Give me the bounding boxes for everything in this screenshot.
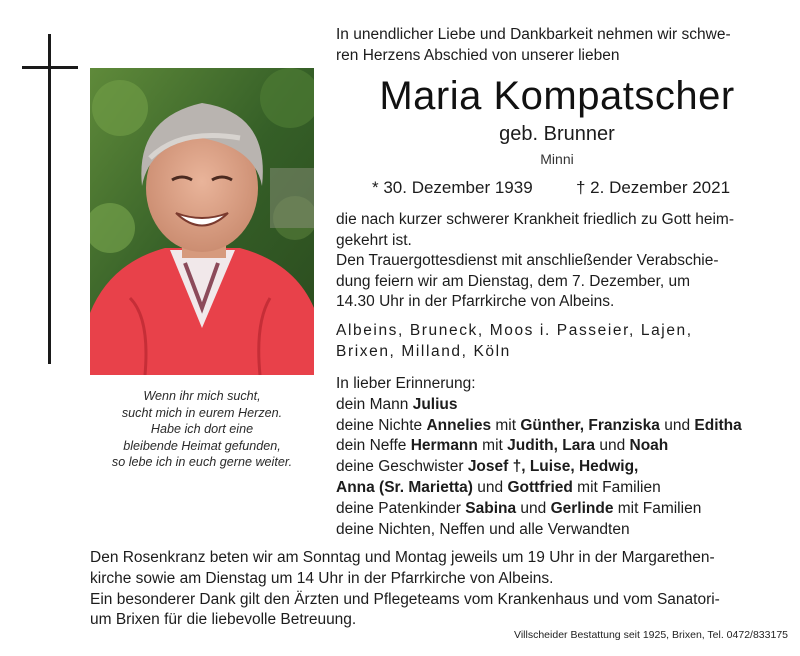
mourner-name: Anna (Sr. Marietta) bbox=[336, 478, 473, 496]
mourner-name: Noah bbox=[629, 437, 669, 455]
mourner-line bbox=[336, 499, 778, 520]
funeral-home-credit: Villscheider Bestattung seit 1925, Brixen, Tel. 0472/833175 bbox=[514, 629, 788, 641]
mourner-name: Gerlinde bbox=[550, 499, 614, 517]
connector-text: und bbox=[659, 416, 695, 434]
places-line: Albeins, Bruneck, Moos i. Passeier, Lajen, bbox=[336, 322, 693, 339]
maiden-name: geb. Brunner bbox=[499, 123, 615, 145]
rosary-and-thanks bbox=[90, 548, 780, 631]
mourners-list bbox=[336, 374, 778, 540]
announcement-line: Den Trauergottesdienst mit anschließender Verabschie- bbox=[336, 252, 719, 269]
connector-text: mit bbox=[477, 437, 508, 455]
cross-icon-vertical bbox=[48, 34, 51, 364]
poem-line: bleibende Heimat gefunden, bbox=[123, 438, 281, 453]
poem bbox=[90, 388, 314, 471]
poem-line: sucht mich in eurem Herzen. bbox=[121, 405, 283, 420]
relation-text: dein Neffe bbox=[336, 437, 411, 455]
mourner-line bbox=[336, 416, 778, 437]
mourner-name: Hermann bbox=[410, 437, 478, 455]
connector-text: und bbox=[516, 499, 551, 517]
mourner-name: Günther, Franziska bbox=[520, 416, 660, 434]
mourner-line bbox=[336, 436, 778, 457]
bottom-line: Ein besonderer Dank gilt den Ärzten und Pflegeteams vom Krankenhaus und vom Sanatori- bbox=[90, 590, 720, 608]
poem-line: so lebe ich in euch gerne weiter. bbox=[111, 455, 293, 469]
intro-line: ren Herzens Abschied von unserer lieben bbox=[336, 47, 620, 64]
announcement-line: 14.30 Uhr in der Pfarrkirche von Albeins. bbox=[336, 293, 615, 310]
relation-text: deine Nichte bbox=[336, 416, 427, 434]
nickname: Minni bbox=[540, 151, 574, 167]
announcement-text bbox=[336, 210, 778, 313]
connector-text: mit bbox=[491, 416, 521, 434]
mourner-name: Judith, Lara bbox=[507, 437, 596, 455]
mourner-name: Gottfried bbox=[507, 478, 573, 496]
connector-text: und bbox=[472, 478, 508, 496]
places-list bbox=[336, 320, 778, 362]
mourner-name: Josef †, Luise, Hedwig, bbox=[467, 458, 639, 476]
relation-text: deine Geschwister bbox=[336, 458, 468, 476]
relation-text: dein Mann bbox=[336, 395, 413, 413]
connector-text: mit Familien bbox=[572, 478, 661, 496]
death-date: † 2. Dezember 2021 bbox=[576, 178, 731, 197]
birth-date: * 30. Dezember 1939 bbox=[372, 178, 533, 197]
places-line: Brixen, Milland, Köln bbox=[336, 343, 511, 360]
announcement-line: gekehrt ist. bbox=[336, 231, 412, 249]
connector-text: und bbox=[595, 437, 630, 455]
mourner-name: Editha bbox=[694, 416, 742, 434]
mourner-line bbox=[336, 395, 778, 416]
intro-line: In unendlicher Liebe und Dankbarkeit nehmen wir schwe- bbox=[336, 26, 731, 43]
portrait-photo bbox=[90, 68, 314, 375]
bottom-line: Den Rosenkranz beten wir am Sonntag und Montag jeweils um 19 Uhr in der Margarethen- bbox=[90, 549, 715, 566]
deceased-name: Maria Kompatscher bbox=[379, 74, 735, 118]
poem-line: Habe ich dort eine bbox=[150, 422, 254, 436]
announcement-line: dung feiern wir am Dienstag, dem 7. Dezember, um bbox=[336, 272, 691, 290]
mourner-name: Julius bbox=[412, 395, 458, 413]
poem-line: Wenn ihr mich sucht, bbox=[143, 389, 261, 403]
bottom-line: um Brixen für die liebevolle Betreuung. bbox=[90, 611, 357, 629]
mourner-name: Annelies bbox=[426, 416, 492, 434]
relation-text: deine Patenkinder bbox=[336, 499, 466, 517]
announcement-line: die nach kurzer schwerer Krankheit friedlich zu Gott heim- bbox=[336, 211, 734, 228]
mourner-line bbox=[336, 457, 778, 478]
mourner-name: Sabina bbox=[465, 499, 517, 517]
intro-text bbox=[336, 24, 778, 66]
mourners-heading: In lieber Erinnerung: bbox=[336, 375, 476, 392]
mourner-line bbox=[336, 478, 778, 499]
cross-icon-horizontal bbox=[22, 66, 78, 69]
bottom-line: kirche sowie am Dienstag um 14 Uhr in der Pfarrkirche von Albeins. bbox=[90, 569, 554, 587]
connector-text: mit Familien bbox=[613, 499, 702, 517]
mourner-line: deine Nichten, Neffen und alle Verwandten bbox=[336, 520, 630, 538]
